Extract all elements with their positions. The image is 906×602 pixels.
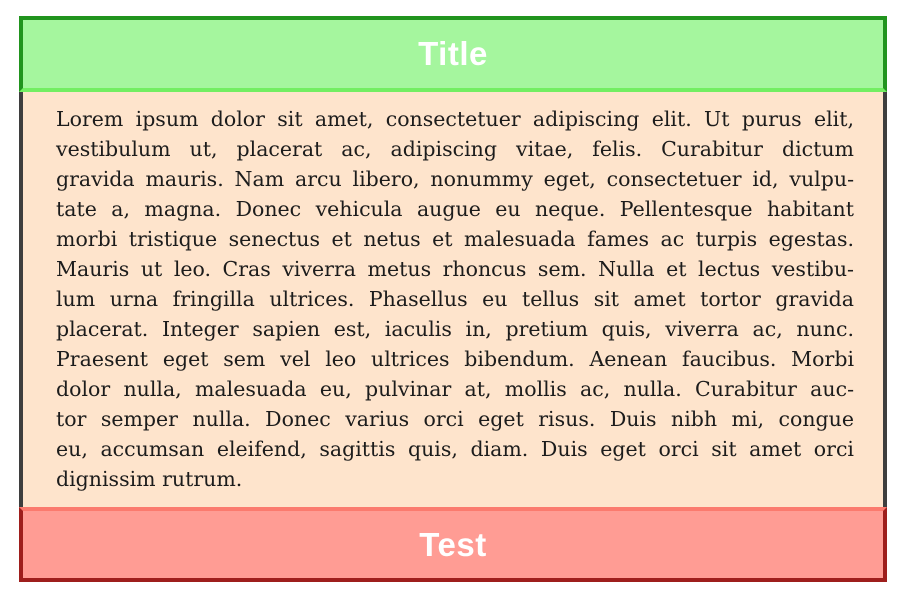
box-footer — [19, 507, 887, 582]
text-line: Lorem ipsum dolor sit amet, consectetuer adipiscing elit. Ut purus elit, — [56, 107, 854, 131]
box-body — [19, 92, 887, 507]
text-line: eu, accumsan eleifend, sagittis quis, diam. Duis eget orci sit amet orci — [56, 437, 854, 461]
body-paragraph — [56, 104, 854, 494]
text-line: gravida mauris. Nam arcu libero, nonummy eget, consectetuer id, vulpu- — [56, 167, 854, 191]
text-line: lum urna fringilla ultrices. Phasellus eu tellus sit amet tortor gravida — [56, 287, 854, 311]
box-header — [19, 16, 887, 92]
text-line: placerat. Integer sapien est, iaculis in, pretium quis, viverra ac, nunc. — [56, 317, 854, 341]
footer-title: Test — [419, 525, 487, 563]
text-line: tate a, magna. Donec vehicula augue eu neque. Pellentesque habitant — [56, 197, 854, 221]
text-line: dolor nulla, malesuada eu, pulvinar at, mollis ac, nulla. Curabitur auc- — [56, 377, 854, 401]
text-line: Praesent eget sem vel leo ultrices bibendum. Aenean faucibus. Morbi — [56, 347, 854, 371]
text-line: dignissim rutrum. — [56, 467, 243, 491]
text-line: tor semper nulla. Donec varius orci eget risus. Duis nibh mi, congue — [56, 407, 854, 431]
box-title: Title — [418, 35, 488, 72]
text-line: Mauris ut leo. Cras viverra metus rhoncus sem. Nulla et lectus vestibu- — [56, 257, 854, 281]
colored-box — [19, 16, 887, 582]
text-line: vestibulum ut, placerat ac, adipiscing vitae, felis. Curabitur dictum — [56, 137, 854, 161]
text-line: morbi tristique senectus et netus et malesuada fames ac turpis egestas. — [56, 227, 854, 251]
